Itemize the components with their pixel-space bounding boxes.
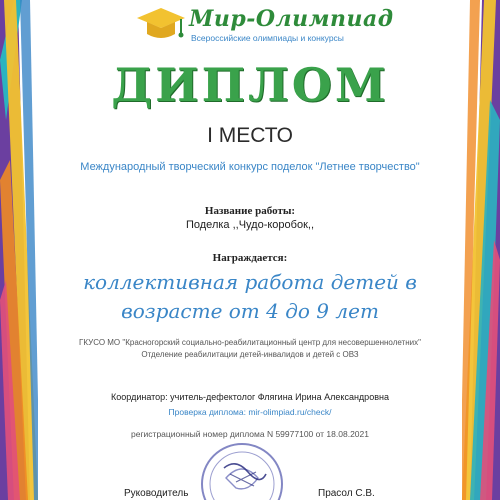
signer-left-label: Руководитель (124, 488, 189, 499)
signer-right-name: Прасол С.В. (318, 488, 375, 499)
registration-number: регистрационный номер диплома N 59977100 от 18.08.2021 (131, 429, 369, 439)
diploma-title: ДИПЛОМ (111, 58, 389, 112)
recipient-text: коллективная работа детей в возрасте от 4 до 9 лет (83, 270, 417, 323)
organization-text: ГКУСО МО "Красногорский социально-реабилитационный центр для несовершеннолетних" Отделение реабилитации детей-инвалидов и детей с ОВЗ (79, 338, 421, 359)
award-label: Награждается: (212, 252, 288, 264)
work-name: Поделка ,,Чудо-коробок,, (185, 219, 314, 231)
logo-name: Мир-Олимпиад (189, 6, 394, 32)
site-logo (135, 2, 394, 48)
check-link[interactable]: Проверка диплома: mir-olimpiad.ru/check/ (168, 407, 332, 417)
logo-tagline: Всероссийские олимпиады и конкурсы (191, 33, 344, 43)
contest-name: Международный творческий конкурс поделок "Летнее творчество" (80, 161, 420, 173)
official-stamp-icon (196, 438, 288, 500)
place-text: I МЕСТО (207, 124, 293, 147)
coordinator-text: Координатор: учитель-дефектолог Флягина Ирина Александровна (111, 392, 389, 402)
graduation-cap-icon (135, 4, 187, 46)
work-label: Название работы: (204, 205, 296, 217)
